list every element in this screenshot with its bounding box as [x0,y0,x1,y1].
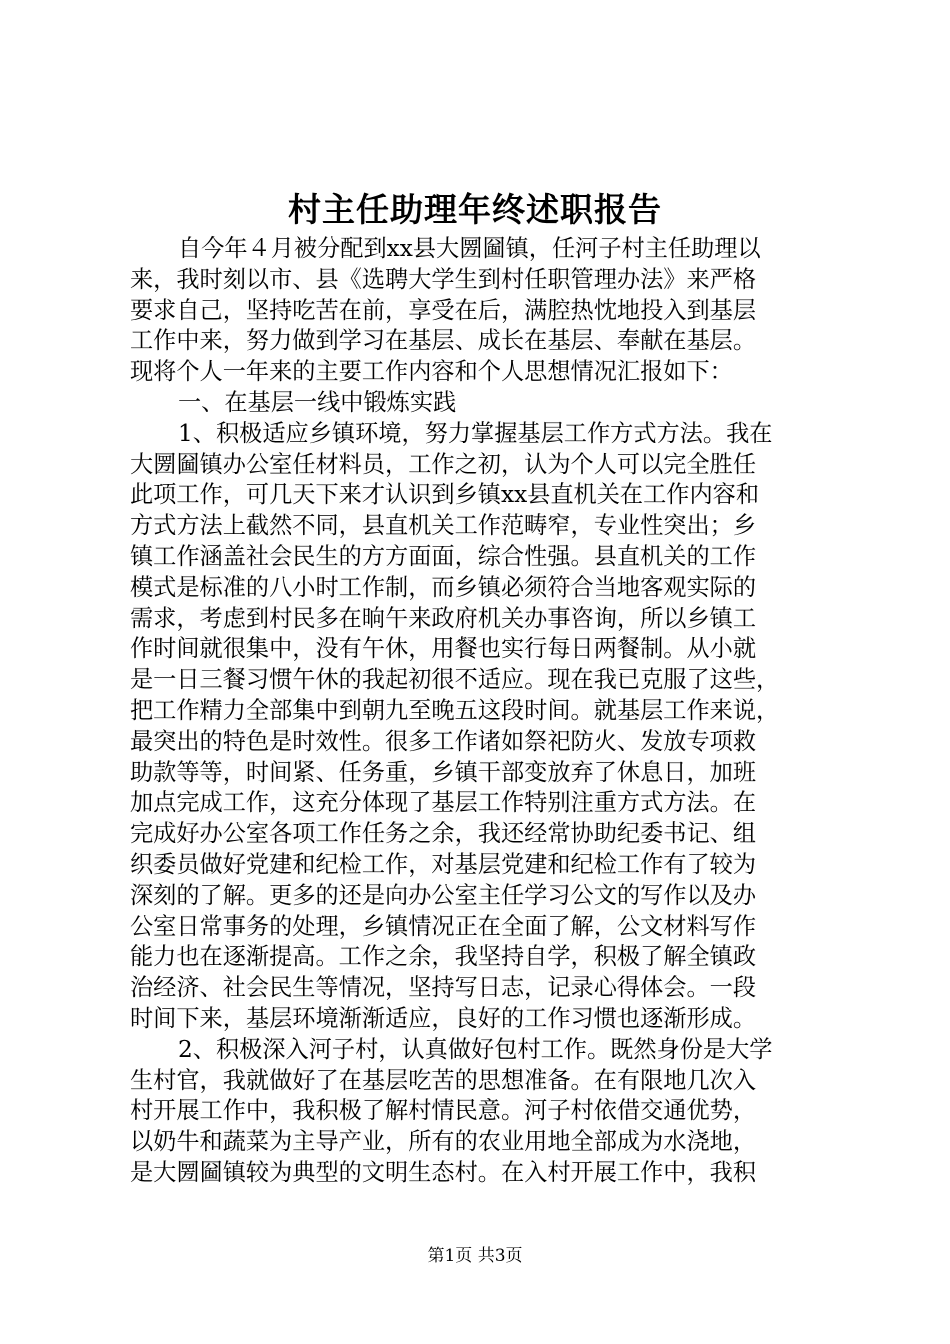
text-line: 时间下来，基层环境渐渐适应，良好的工作习惯也逐渐形成。 [130,1004,757,1032]
text-line: 来，我时刻以市、县《选聘大学生到村任职管理办法》来严格 [130,265,757,293]
text-line: 一、在基层一线中锻炼实践 [178,388,457,416]
text-line: 把工作精力全部集中到朝九至晚五这段时间。就基层工作来说， [130,696,780,724]
text-line: 现将个人一年来的主要工作内容和个人思想情况汇报如下： [130,358,733,386]
text-line: 自今年４月被分配到xx县大圐圙镇，任河子村主任助理以 [178,235,761,262]
text-line: 助款等等，时间紧、任务重，乡镇干部变放弃了休息日，加班 [130,758,757,786]
text-line: 完成好办公室各项工作任务之余，我还经常协助纪委书记、组 [130,820,757,848]
text-line: 生村官，我就做好了在基层吃苦的思想准备。在有限地几次入 [130,1066,757,1094]
text-line: 是大圐圙镇较为典型的文明生态村。在入村开展工作中，我积 [130,1158,757,1186]
text-line: 以奶牛和蔬菜为主导产业，所有的农业用地全部成为水浇地， [130,1128,757,1156]
document-title: 村主任助理年终述职报告 [288,190,662,229]
text-line: 大圐圙镇办公室任材料员，工作之初，认为个人可以完全胜任 [130,450,757,478]
text-line: 深刻的了解。更多的还是向办公室主任学习公文的写作以及办 [130,881,757,909]
text-line: 模式是标准的八小时工作制，而乡镇必须符合当地客观实际的 [130,573,757,601]
text-line: 村开展工作中，我积极了解村情民意。河子村依借交通优势， [130,1097,757,1125]
text-line: 公室日常事务的处理，乡镇情况正在全面了解，公文材料写作 [130,912,757,940]
text-line: 作时间就很集中，没有午休，用餐也实行每日两餐制。从小就 [130,635,757,663]
text-line: 此项工作，可几天下来才认识到乡镇xx县直机关在工作内容和 [130,481,760,509]
text-line: 是一日三餐习惯午休的我起初很不适应。现在我已克服了这些， [130,666,780,694]
page-footer: 第1页 共3页 [427,1246,523,1266]
text-line: 治经济、社会民生等情况，坚持写日志，记录心得体会。一段 [130,974,757,1002]
text-line: 工作中来，努力做到学习在基层、成长在基层、奉献在基层。 [130,327,757,355]
text-line: 最突出的特色是时效性。很多工作诸如祭祀防火、发放专项救 [130,727,757,755]
text-line: 要求自己，坚持吃苦在前，享受在后，满腔热忱地投入到基层 [130,296,757,324]
text-line: 需求，考虑到村民多在晌午来政府机关办事咨询，所以乡镇工 [130,604,757,632]
document-body [130,234,830,1189]
text-line: 2、积极深入河子村，认真做好包村工作。既然身份是大学 [178,1035,773,1063]
text-line: 能力也在逐渐提高。工作之余，我坚持自学，积极了解全镇政 [130,943,757,971]
text-line: 织委员做好党建和纪检工作，对基层党建和纪检工作有了较为 [130,850,757,878]
text-line: 镇工作涵盖社会民生的方方面面，综合性强。县直机关的工作 [130,542,757,570]
text-line: 加点完成工作，这充分体现了基层工作特别注重方式方法。在 [130,789,757,817]
text-line: 1、积极适应乡镇环境，努力掌握基层工作方式方法。我在 [178,419,773,447]
text-line: 方式方法上截然不同，县直机关工作范畴窄，专业性突出；乡 [130,512,757,540]
